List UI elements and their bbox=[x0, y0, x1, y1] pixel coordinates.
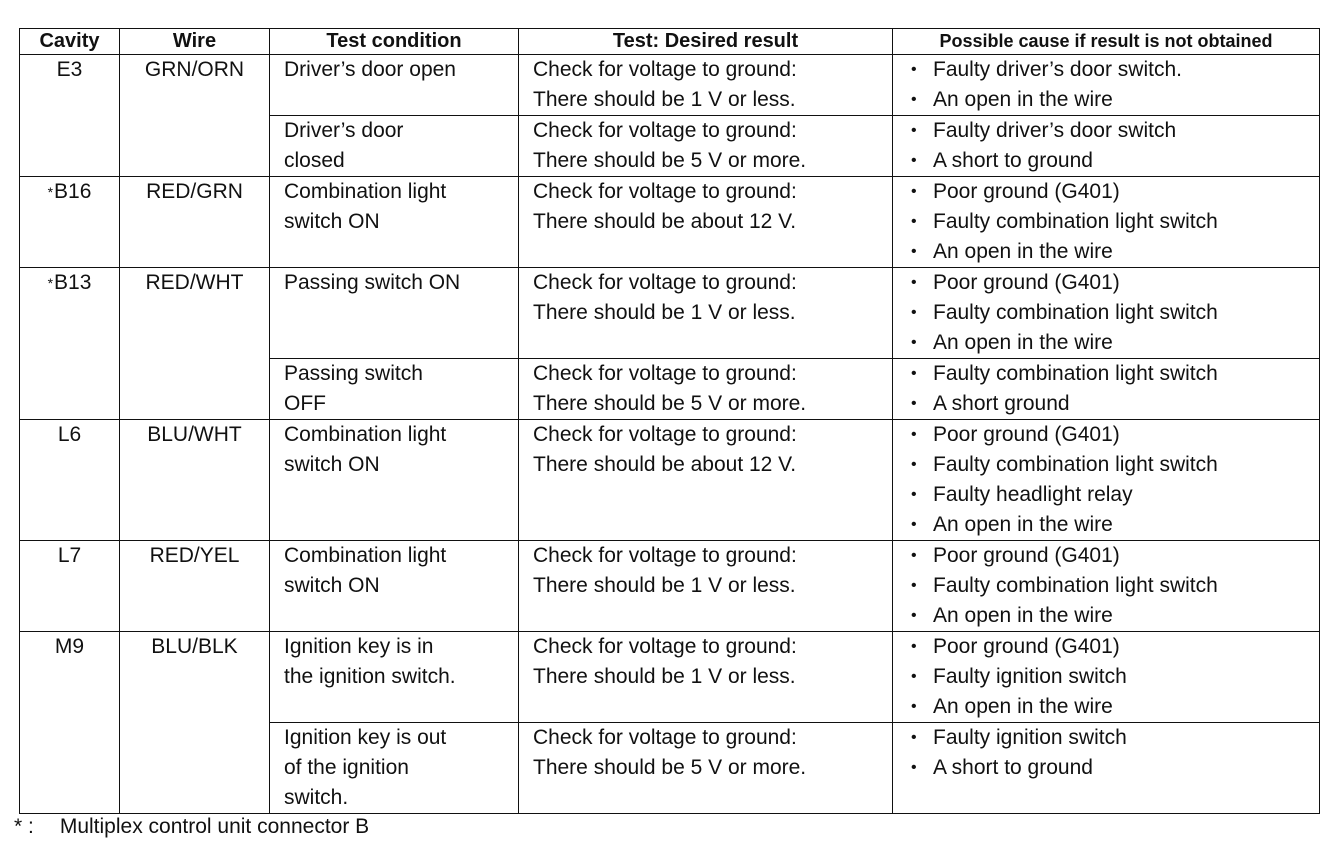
possible-cause-cell bbox=[893, 177, 1320, 268]
condition-line: switch ON bbox=[284, 210, 380, 233]
condition-line: switch. bbox=[284, 786, 349, 809]
cause-list-item: • Poor ground (G401) bbox=[911, 420, 1315, 450]
header-desired-result: Test: Desired result bbox=[519, 29, 893, 55]
condition-line: Combination light bbox=[284, 180, 447, 203]
cause-list-item: • An open in the wire bbox=[911, 601, 1315, 631]
test-condition-cell bbox=[270, 632, 519, 723]
table-row bbox=[20, 268, 1320, 359]
condition-line: OFF bbox=[284, 392, 326, 415]
cause-list-item: • A short to ground bbox=[911, 146, 1315, 176]
header-row bbox=[20, 29, 1320, 55]
cavity-label: M9 bbox=[54, 635, 85, 658]
possible-cause-cell bbox=[893, 723, 1320, 814]
result-line: Check for voltage to ground: bbox=[533, 58, 797, 81]
cause-list-item: • A short to ground bbox=[911, 753, 1315, 783]
table-row bbox=[20, 541, 1320, 632]
cavity-label: B13 bbox=[54, 271, 92, 294]
asterisk-marker: * bbox=[47, 184, 54, 200]
result-line: There should be about 12 V. bbox=[533, 453, 797, 476]
test-condition-cell bbox=[270, 116, 519, 177]
table-row bbox=[20, 632, 1320, 723]
cause-list-item: • An open in the wire bbox=[911, 237, 1315, 267]
test-condition-cell bbox=[270, 420, 519, 541]
test-condition-cell bbox=[270, 177, 519, 268]
desired-result-cell bbox=[519, 541, 893, 632]
cause-list-item: • Faulty ignition switch bbox=[911, 723, 1315, 753]
cause-list-item: • Faulty ignition switch bbox=[911, 662, 1315, 692]
cavity-cell bbox=[20, 177, 120, 268]
condition-line: Passing switch ON bbox=[284, 271, 461, 294]
condition-line: Driver’s door open bbox=[284, 58, 456, 81]
cavity-label: L6 bbox=[57, 423, 82, 446]
result-line: There should be 1 V or less. bbox=[533, 665, 796, 688]
result-line: There should be 5 V or more. bbox=[533, 149, 807, 172]
cause-list-item: • Faulty driver’s door switch bbox=[911, 116, 1315, 146]
footnote-mark: * : bbox=[14, 815, 34, 838]
result-line: There should be 5 V or more. bbox=[533, 392, 807, 415]
condition-line: Ignition key is out bbox=[284, 726, 447, 749]
cause-list-item: • Poor ground (G401) bbox=[911, 541, 1315, 571]
test-condition-cell bbox=[270, 541, 519, 632]
possible-cause-cell bbox=[893, 116, 1320, 177]
cause-list-item: • Poor ground (G401) bbox=[911, 632, 1315, 662]
cavity-label: L7 bbox=[57, 544, 82, 567]
wire-cell: RED/WHT bbox=[120, 268, 270, 420]
possible-cause-cell bbox=[893, 632, 1320, 723]
desired-result-cell bbox=[519, 723, 893, 814]
table-row bbox=[20, 55, 1320, 116]
cause-list-item: • A short ground bbox=[911, 389, 1315, 419]
possible-cause-cell bbox=[893, 55, 1320, 116]
cause-list-item: • An open in the wire bbox=[911, 328, 1315, 358]
desired-result-cell bbox=[519, 177, 893, 268]
desired-result-cell bbox=[519, 55, 893, 116]
cause-list-item: • Faulty combination light switch bbox=[911, 359, 1315, 389]
test-condition-cell bbox=[270, 55, 519, 116]
condition-line: Ignition key is in bbox=[284, 635, 434, 658]
condition-line: Combination light bbox=[284, 544, 447, 567]
possible-cause-cell bbox=[893, 268, 1320, 359]
header-wire: Wire bbox=[120, 29, 270, 55]
cause-list-item: • An open in the wire bbox=[911, 85, 1315, 115]
table-row bbox=[20, 177, 1320, 268]
desired-result-cell bbox=[519, 359, 893, 420]
possible-cause-cell bbox=[893, 420, 1320, 541]
result-line: Check for voltage to ground: bbox=[533, 362, 797, 385]
cavity-cell bbox=[20, 55, 120, 177]
cavity-label: E3 bbox=[56, 58, 83, 81]
possible-cause-cell bbox=[893, 541, 1320, 632]
header-possible-cause: Possible cause if result is not obtained bbox=[893, 29, 1320, 55]
condition-line: closed bbox=[284, 149, 345, 172]
test-condition-cell bbox=[270, 268, 519, 359]
cause-list-item: • Poor ground (G401) bbox=[911, 268, 1315, 298]
condition-line: the ignition switch. bbox=[284, 665, 456, 688]
wire-cell: GRN/ORN bbox=[120, 55, 270, 177]
condition-line: of the ignition bbox=[284, 756, 409, 779]
inspection-table bbox=[19, 28, 1320, 814]
cause-list-item: • Faulty combination light switch bbox=[911, 298, 1315, 328]
result-line: Check for voltage to ground: bbox=[533, 544, 797, 567]
result-line: Check for voltage to ground: bbox=[533, 119, 797, 142]
condition-line: Passing switch bbox=[284, 362, 423, 385]
test-condition-cell bbox=[270, 723, 519, 814]
cause-list-item: • An open in the wire bbox=[911, 510, 1315, 540]
footnote bbox=[14, 812, 369, 842]
result-line: Check for voltage to ground: bbox=[533, 271, 797, 294]
wire-cell: RED/YEL bbox=[120, 541, 270, 632]
cavity-label: B16 bbox=[54, 180, 92, 203]
cavity-cell bbox=[20, 268, 120, 420]
table-row bbox=[20, 420, 1320, 541]
result-line: Check for voltage to ground: bbox=[533, 726, 797, 749]
desired-result-cell bbox=[519, 420, 893, 541]
result-line: Check for voltage to ground: bbox=[533, 180, 797, 203]
test-condition-cell bbox=[270, 359, 519, 420]
condition-line: switch ON bbox=[284, 574, 380, 597]
cause-list-item: • Faulty driver’s door switch. bbox=[911, 55, 1315, 85]
header-test-condition: Test condition bbox=[270, 29, 519, 55]
wire-cell: BLU/WHT bbox=[120, 420, 270, 541]
cavity-cell bbox=[20, 632, 120, 814]
desired-result-cell bbox=[519, 632, 893, 723]
header-cavity: Cavity bbox=[20, 29, 120, 55]
result-line: There should be 1 V or less. bbox=[533, 301, 796, 324]
cause-list-item: • Poor ground (G401) bbox=[911, 177, 1315, 207]
condition-line: Driver’s door bbox=[284, 119, 404, 142]
result-line: There should be 1 V or less. bbox=[533, 88, 796, 111]
result-line: There should be 1 V or less. bbox=[533, 574, 796, 597]
result-line: There should be 5 V or more. bbox=[533, 756, 807, 779]
desired-result-cell bbox=[519, 116, 893, 177]
condition-line: switch ON bbox=[284, 453, 380, 476]
asterisk-marker: * bbox=[47, 275, 54, 291]
condition-line: Combination light bbox=[284, 423, 447, 446]
cause-list-item: • Faulty headlight relay bbox=[911, 480, 1315, 510]
cause-list-item: • Faulty combination light switch bbox=[911, 571, 1315, 601]
wire-cell: RED/GRN bbox=[120, 177, 270, 268]
result-line: Check for voltage to ground: bbox=[533, 635, 797, 658]
result-line: Check for voltage to ground: bbox=[533, 423, 797, 446]
cavity-cell bbox=[20, 541, 120, 632]
wire-cell: BLU/BLK bbox=[120, 632, 270, 814]
result-line: There should be about 12 V. bbox=[533, 210, 797, 233]
desired-result-cell bbox=[519, 268, 893, 359]
cause-list-item: • An open in the wire bbox=[911, 692, 1315, 722]
cavity-cell bbox=[20, 420, 120, 541]
footnote-text: Multiplex control unit connector B bbox=[59, 815, 370, 838]
possible-cause-cell bbox=[893, 359, 1320, 420]
cause-list-item: • Faulty combination light switch bbox=[911, 450, 1315, 480]
table-body bbox=[20, 55, 1320, 814]
cause-list-item: • Faulty combination light switch bbox=[911, 207, 1315, 237]
